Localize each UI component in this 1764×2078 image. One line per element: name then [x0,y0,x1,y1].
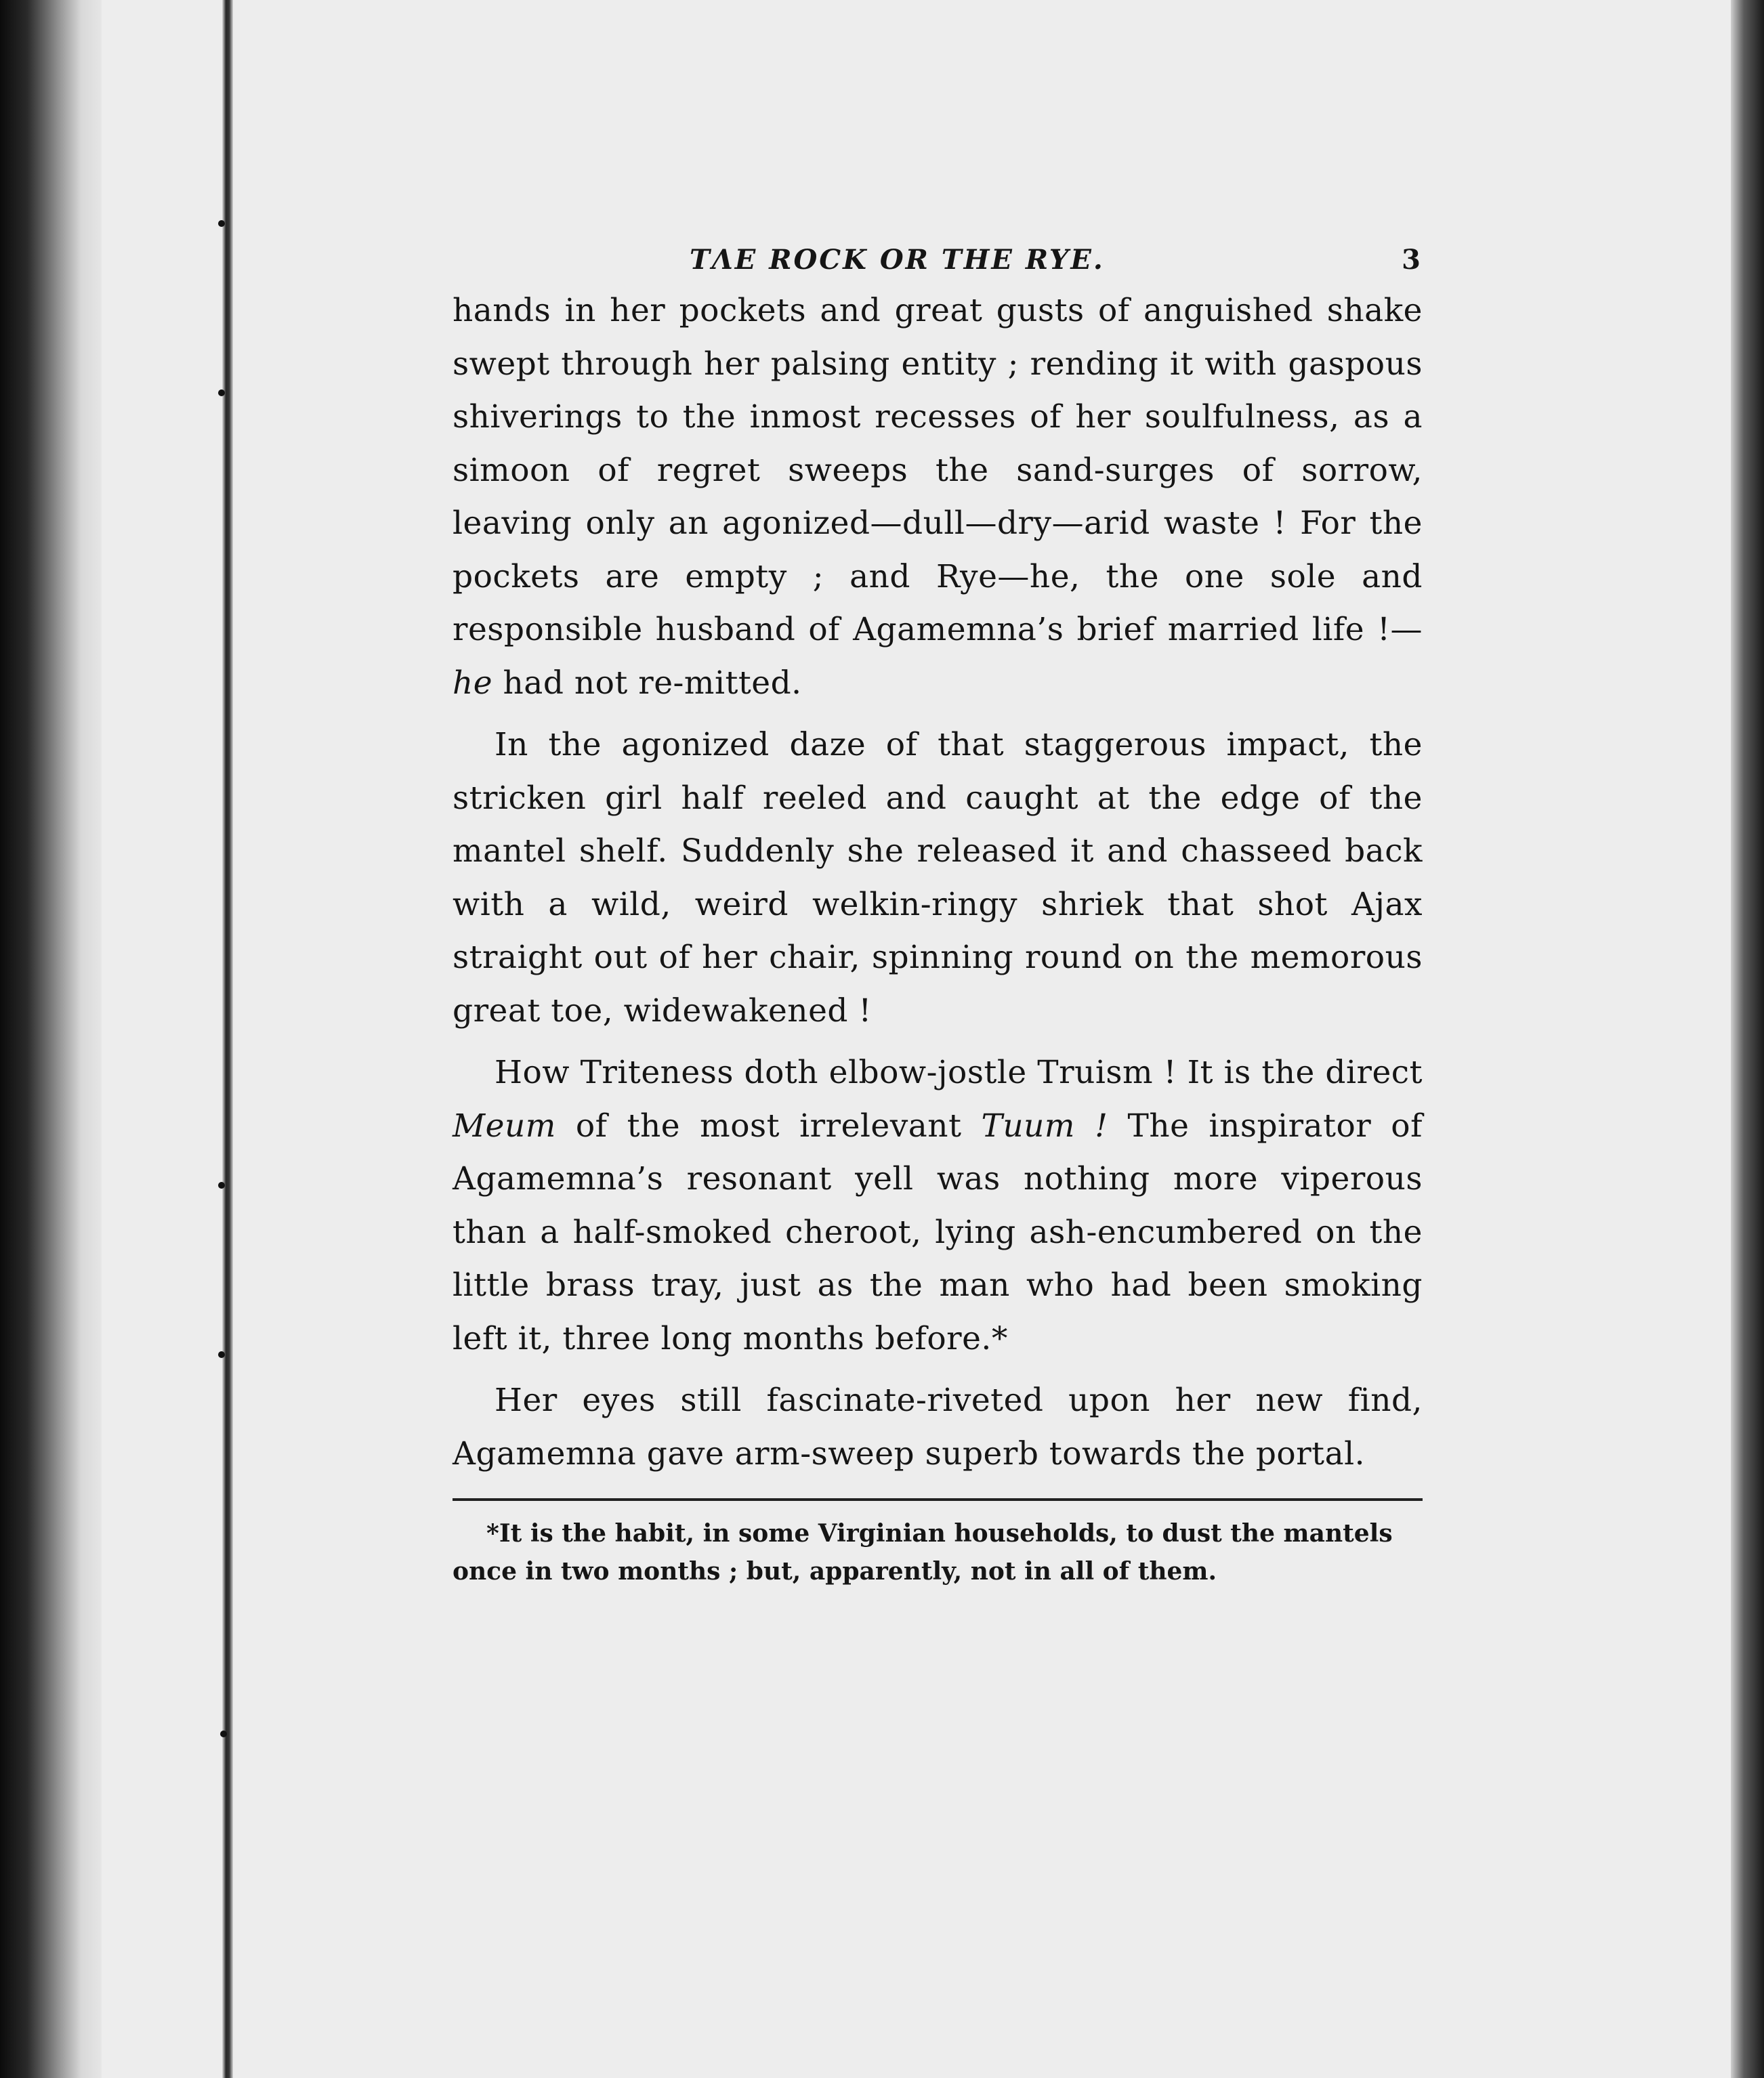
paragraph-4 [453,1374,1423,1481]
paragraph-text: How Triteness doth elbow-jostle Truism ! It is the direct [495,1054,1423,1091]
page-text-block [453,237,1423,1590]
footnote-line: *It is the habit, in some Virginian households, to dust the mantels [486,1519,1393,1548]
running-title: TΛE ROCK OR THE RYE. [690,244,1105,276]
binding-gutter [0,0,102,2078]
footnote [453,1514,1423,1590]
paragraph-text: hands in her pockets and great gusts of anguished shake swept through her palsing entity ; rending it with gaspous shiverings to the inmost recesses of her soulfulness, as a simoon of regret sweeps the sand-surges of sorrow, leaving only an agonized—dull—dry—arid waste ! For the pockets are empty ; and Rye—he, the one sole and responsible husband of Agamemna’s brief married life !— [453,292,1423,648]
binding-thread [222,0,233,2078]
binding-stitch [218,1182,225,1189]
paragraph-text: had not re-mitted. [492,664,802,702]
binding-stitch [218,1351,225,1358]
paragraph-text: In the agonized daze of that staggerous impact, the stricken girl half reeled and caught at the edge of the mantel shelf. Suddenly she released it and chasseed back with a wild, weird welkin-ringy shriek that shot Ajax straight out of her chair, spinning round on the memorous great toe, widewakened ! [453,726,1423,1030]
paragraph-3 [453,1046,1423,1365]
paragraph-text: of the most irrelevant [555,1107,982,1145]
paragraph-italic-text: Meum [453,1107,556,1145]
binding-stitch [218,389,225,396]
running-head [453,237,1423,284]
footnote-line: once in two months ; but, apparently, not in all of them. [453,1557,1217,1586]
paragraph-text: The inspirator of Agamemna’s resonant yell was nothing more viperous than a half-smoked cheroot, lying ash-encumbered on the little brass tray, just as the man who had been smoking left it, three long months before.* [453,1107,1423,1357]
paragraph-text: Her eyes still fascinate-riveted upon her new find, Agamemna gave arm-sweep superb towards the portal. [453,1382,1423,1472]
paragraph-1 [453,284,1423,710]
paragraph-2 [453,719,1423,1038]
paragraph-italic-text: he [453,664,493,702]
binding-stitch [220,1731,227,1737]
page-edge-shadow [1731,0,1764,2078]
binding-stitch [218,220,225,227]
footnote-rule [453,1498,1423,1501]
page-number: 3 [1402,244,1423,276]
paragraph-italic-text: Tuum ! [981,1107,1108,1145]
